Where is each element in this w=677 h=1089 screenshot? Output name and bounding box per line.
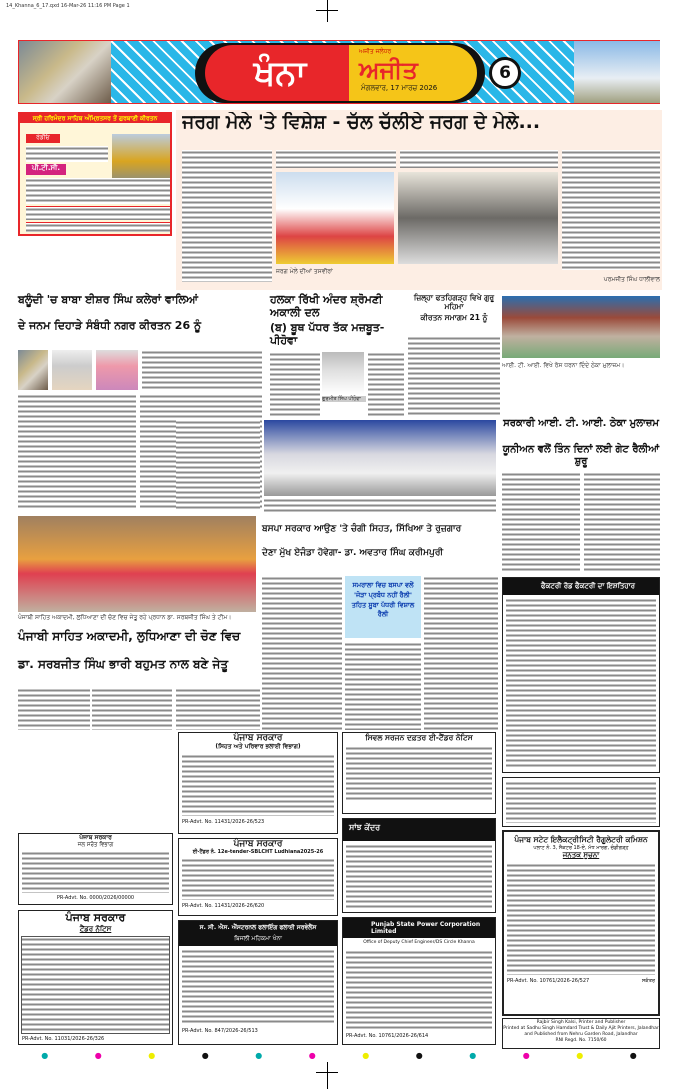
iti-headline-1: ਸਰਕਾਰੀ ਆਈ. ਟੀ. ਆਈ. ਠੇਕਾ ਮੁਲਾਜ਼ਮ (503, 418, 659, 429)
small-notice-ad (502, 777, 660, 827)
sahit-caption: ਪੰਜਾਬੀ ਸਾਹਿਤ ਅਕਾਦਮੀ, ਲੁਧਿਆਣਾ ਦੀ ਚੋਣ ਵਿਚ ਜੇਤੂ ਰਹੇ ਪ੍ਰਧਾਨ ਡਾ. ਸਰਬਜੀਤ ਸਿੰਘ ਤੇ ਟੀਮ। (18, 614, 232, 621)
perc-ad: ਪੰਜਾਬ ਸਟੇਟ ਇਲੈਕਟ੍ਰੀਸਿਟੀ ਰੈਗੂਲੇਟਰੀ ਕਮਿਸ਼ਨ ਪਲਾਟ ਨੰ. 3, ਸੈਕਟਰ 18-ਏ, ਮੱਧ ਮਾਰਗ, ਚੰਡੀਗੜ੍ਹ ਜਨਤਕ ਸੂਚਨਾ PR-Advt. No. 10761/2026-26/527 ਸਕੱਤਰ (502, 830, 660, 1016)
iti-headline-2: ਯੂਨੀਅਨ ਵਲੋਂ ਤਿੰਨ ਦਿਨਾਂ ਲਈ ਗੇਟ ਰੈਲੀਆਂ ਸ਼ੁਰੂ (502, 444, 660, 467)
masthead-city: ਖੰਨਾ (205, 45, 355, 101)
promo-label-ptc: ਪੀ.ਟੀ.ਸੀ. (26, 164, 66, 175)
bsp-callout: ਸਮਰਾਲਾ ਵਿਚ ਬਸਪਾ ਵਲੋਂ 'ਜੋੜਾ ਪ੍ਰਬੰਧ ਨਹੀਂ ਰੈਲੀ' ਤਹਿਤ ਸੂਬਾ ਪੱਧਰੀ ਵਿਸ਼ਾਲ ਰੈਲੀ (345, 576, 421, 638)
page-number: 6 (489, 57, 521, 89)
power-auction-ad: ਸ. ਸੀ. ਐਸ. ਐੱਸਟਰਨਲ ਫਲਾਇੰਗ ਫਲਾਈ ਸਰਵੇਲੈਂਸ ਬਿਜਲੀ ਮਹਿਕਮਾ ਖੰਨਾ PR-Advt. No. 847/2026-26/513 (178, 920, 338, 1045)
punjab-gov-ad-2: ਪੰਜਾਬ ਸਰਕਾਰ (ਸਿਹਤ ਅਤੇ ਪਰਿਵਾਰ ਭਲਾਈ ਵਿਭਾਗ) PR-Advt. No. 11431/2026-26/523 (178, 732, 338, 834)
bsp-headline-1: ਬਸਪਾ ਸਰਕਾਰ ਆਉਣ 'ਤੇ ਚੰਗੀ ਸਿਹਤ, ਸਿੱਖਿਆ ਤੇ ਰੁਜ਼ਗਾਰ (262, 524, 462, 534)
akali-portrait (322, 352, 364, 394)
jarag-credit: ਪਰਮਜੀਤ ਸਿੰਘ ਧਾਲੀਵਾਲ (603, 276, 660, 283)
pspcl-ad: Punjab State Power Corporation Limited Office of Deputy Chief Engineer/DS Circle Khanna PR-Advt. No. 10761/2026-26/614 (342, 917, 496, 1045)
punjab-gov-ad-2-ref: PR-Advt. No. 11431/2026-26/523 (182, 819, 265, 825)
masthead-photo-right (574, 41, 660, 103)
jarag-headline: ਜਰਗ ਮੇਲੇ 'ਤੇ ਵਿਸ਼ੇਸ਼ - ਚੱਲ ਚੱਲੀਏ ਜਰਗ ਦੇ ਮੇਲੇ... (182, 112, 541, 133)
promo-label-radio: ਰੇਡੀਓ (26, 134, 60, 143)
akali-rally-photo (264, 420, 496, 496)
balundi-photo-1 (18, 350, 48, 390)
promo-box (18, 112, 172, 236)
registration-mark (316, 1072, 338, 1073)
factory-ad (502, 577, 660, 773)
registration-mark (327, 1062, 328, 1089)
balundi-photo-3 (96, 350, 138, 390)
jarag-photo-2 (398, 172, 558, 264)
promo-title: ਸ੍ਰੀ ਹਰਿਮੰਦਰ ਸਾਹਿਬ ਅੰਮ੍ਰਿਤਸਰ ਤੋਂ ਗੁਰਬਾਣੀ ਕੀਰਤਨ (20, 114, 170, 123)
punjab-gov-ad-1: ਪੰਜਾਬ ਸਰਕਾਰ ਜਲ ਸਰੋਤ ਵਿਭਾਗ PR-Advt. No. 0000/2026/00000 (18, 833, 173, 905)
tender-notice-ad: ਸਿਵਲ ਸਰਜਨ ਦਫ਼ਤਰ ਈ-ਟੈਂਡਰ ਨੋਟਿਸ (342, 732, 496, 814)
akali-headline-1: ਹਲਕਾ ਰਿੱਖੀ ਅੰਦਰ ਸ਼੍ਰੋਮਣੀ ਅਕਾਲੀ ਦਲ (270, 293, 383, 319)
masthead-photo-left (19, 41, 111, 103)
punjab-gov-tender-ad: ਪੰਜਾਬ ਸਰਕਾਰ ਟੈਂਡਰ ਨੋਟਿਸ PR-Advt. No. 11031/2026-26/326 (18, 910, 173, 1045)
kisan-headline-1: ਜ਼ਿਲ੍ਹਾ ਫਤਹਿਗੜ੍ਹ ਵਿਖੇ ਗੁਰੂ ਮਹਿਮਾ (413, 293, 495, 311)
akali-headline-2: (ਬ) ਬੂਥ ਪੱਧਰ ਤੱਕ ਮਜ਼ਬੂਤ- ਪੀਹੋਵਾ (270, 321, 385, 347)
registration-mark (316, 10, 338, 11)
color-registration-bar: ● ● ● ● ● ● ● ● ● ● ● ● (41, 1050, 637, 1060)
balundi-photo-2 (52, 350, 92, 390)
balundi-headline-2: ਦੇ ਜਨਮ ਦਿਹਾੜੇ ਸੰਬੰਧੀ ਨਗਰ ਕੀਰਤਨ 26 ਨੂੰ (18, 319, 202, 332)
sahit-headline-2: ਡਾ. ਸਰਬਜੀਤ ਸਿੰਘ ਭਾਰੀ ਬਹੁਮਤ ਨਾਲ ਬਣੇ ਜੇਤੂ (18, 657, 228, 671)
masthead-supplement: ਅਜੀਤ ਜਲੰਧਰ (359, 48, 392, 55)
sahit-headline-1: ਪੰਜਾਬੀ ਸਾਹਿਤ ਅਕਾਦਮੀ, ਲੁਧਿਆਣਾ ਦੀ ਚੋਣ ਵਿਚ (18, 629, 241, 643)
balundi-headline-1: ਬਲੂੰਦੀ 'ਚ ਬਾਬਾ ਈਸ਼ਰ ਸਿੰਘ ਕਲੇਰਾਂ ਵਾਲਿਆਂ (18, 293, 198, 306)
factory-ad-title: ਫੈਕਟਰੀ ਰੋਡ ਫੈਕਟਰੀ ਦਾ ਇਸ਼ਤਿਹਾਰ (503, 578, 659, 595)
kisan-headline-2: ਕੀਰਤਨ ਸਮਾਗਮ 21 ਨੂੰ (420, 313, 488, 322)
iti-protest-photo (502, 296, 660, 358)
akali-photo-caption: ਗੁਰਮੀਤ ਸਿੰਘ ਪੀਹੋਵਾ (322, 396, 366, 402)
sahit-photo (18, 516, 256, 612)
sanjh-kendra-ad: ਸਾਂਝ ਕੇਂਦਰ (342, 818, 496, 913)
masthead-brand: ਅਜੀਤ (359, 56, 418, 84)
masthead (18, 40, 660, 104)
file-slug: 14_Khanna_6_17.qxd 16-Mar-26 11:16 PM Page 1 (6, 3, 130, 9)
bsp-headline-2: ਦੇਣਾ ਮੁੱਖ ਏਜੰਡਾ ਹੋਵੇਗਾ- ਡਾ. ਅਵਤਾਰ ਸਿੰਘ ਕਰੀਮਪੁਰੀ (262, 548, 444, 558)
iti-caption: ਆਈ. ਟੀ. ਆਈ. ਵਿਖੇ ਰੋਸ ਧਰਨਾ ਦਿੰਦੇ ਠੇਕਾ ਮੁਲਾਜ਼ਮ। (502, 362, 625, 369)
masthead-date: ਮੰਗਲਵਾਰ, 17 ਮਾਰਚ 2026 (361, 84, 438, 92)
jarag-photo-1 (276, 172, 394, 264)
jarag-caption: ਜਰਗ ਮੇਲੇ ਦੀਆਂ ਤਸਵੀਰਾਂ (276, 268, 333, 275)
imprint: Rajbir Singh Kalsi, Printer and Publisher Printed at Sadhu Singh Hamdard Trust & Daily Ajit Printers, Jalandhar and Published from Nehru Garden Road, Jalandhar RNI Regd. No. 7150/60 (502, 1018, 660, 1049)
registration-mark (327, 0, 328, 22)
punjab-gov-ad-3: ਪੰਜਾਬ ਸਰਕਾਰ ਈ-ਟੈਂਡਰ ਨੰ. 12e-tender-SBLCHT Ludhiana2025-26 PR-Advt. No. 11431/2026-26/620 (178, 838, 338, 916)
